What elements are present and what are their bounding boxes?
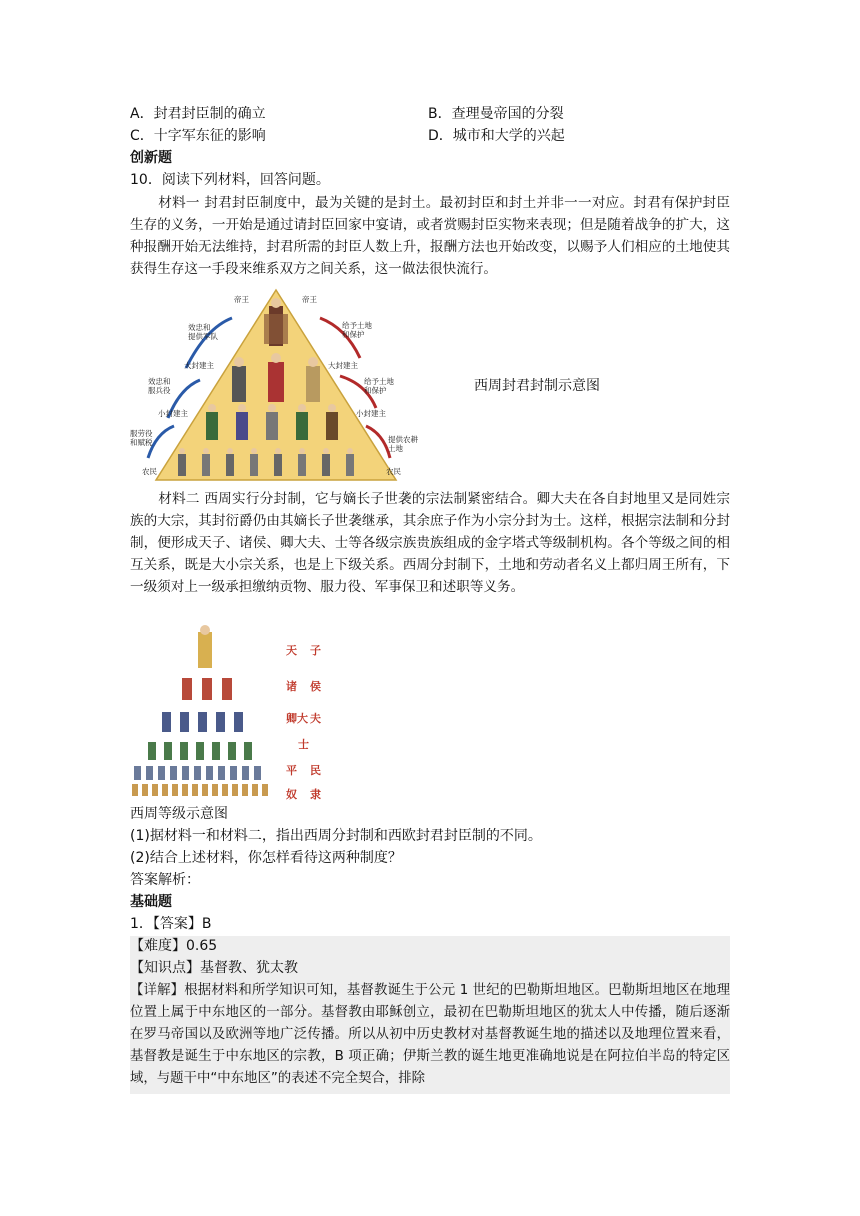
difficulty: 【难度】0.65 [130, 938, 218, 954]
label-left-loyalty-service: 效忠和服兵役 [148, 377, 171, 395]
rank-label-right-6: 隶 [310, 788, 321, 801]
section-innovation-heading: 创新题 [130, 150, 172, 166]
label-left-great-lord: 大封建主 [184, 361, 214, 370]
label-right-emperor: 帝王 [302, 295, 317, 304]
feudal-pyramid-figure [128, 288, 428, 484]
question-10-title: 10．阅读下列材料，回答问题。 [130, 172, 330, 188]
option-b: B．查理曼帝国的分裂 [428, 106, 564, 122]
rank-label-right-3: 夫 [310, 712, 321, 725]
king-figure [198, 625, 212, 668]
sub-question-2: (2)结合上述材料，你怎样看待这两种制度？ [130, 850, 402, 866]
detail-explanation: 【详解】根据材料和所学知识可知，基督教诞生于公元 1 世纪的巴勒斯坦地区。巴勒斯坦地区在地理位置上属于中东地区的一部分。基督教由耶稣创立，最初在巴勒斯坦地区的犹太人中传播，随后逐渐在罗马帝国以及欧洲等地广泛传播。所以从初中历史教材对基督教诞生地的描述以及地理位置来看，基督教是诞生于中东地区的宗教，B 项正确；伊斯兰教的诞生地更准确地说是在阿拉伯半岛的特定区域，与题干中“中东地区”的表述不完全契合，排除 [130, 983, 730, 1086]
label-right-land-protection-1: 给予土地和保护 [342, 321, 372, 339]
option-a: A．封君封臣制的确立 [130, 106, 266, 122]
scholars-figures [148, 742, 252, 760]
sub-question-1: (1)据材料一和材料二，指出西周分封制和西欧封君封臣制的不同。 [130, 828, 542, 844]
figure-1-caption: 西周封君封制示意图 [474, 378, 600, 394]
option-c: C．十字军东征的影响 [130, 128, 266, 144]
label-left-peasant: 农民 [142, 467, 157, 476]
label-right-small-lord: 小封建主 [356, 409, 386, 418]
label-right-farmland: 提供农耕土地 [388, 435, 418, 453]
label-left-loyalty-army: 效忠和提供军队 [188, 323, 218, 341]
label-right-great-lord: 大封建主 [328, 361, 358, 370]
section-basic-heading: 基础题 [130, 894, 172, 910]
label-right-peasant: 农民 [386, 467, 401, 476]
figure-2-caption: 西周等级示意图 [130, 806, 228, 822]
answer-1: 1．【答案】B [130, 916, 212, 932]
rank-label-right-5: 民 [310, 764, 321, 777]
rank-label-left-1: 天 [286, 644, 297, 657]
rank-label-left-5: 平 [286, 764, 297, 777]
slaves-figures [132, 784, 268, 796]
material-one: 材料一 封君封臣制度中，最为关键的是封土。最初封臣和封土并非一一对应。封君有保护封臣生存的义务，一开始是通过请封臣回家中宴请，或者赏赐封臣实物来表现；但是随着战争的扩大，这种报酬开始无法维持，封君所需的封臣人数上升，报酬方法也开始改变，以赐予人们相应的土地使其获得生存这一手段来维系双方之间关系，这一做法很快流行。 [130, 195, 730, 277]
rank-label-left-3: 卿大 [286, 712, 308, 725]
label-left-emperor: 帝王 [234, 295, 249, 304]
rank-label-right-4: 士 [298, 738, 309, 751]
label-right-land-protection-2: 给予土地和保护 [364, 377, 394, 395]
ministers-figures [162, 712, 243, 732]
rank-label-right-2: 侯 [310, 680, 321, 693]
rank-label-left-6: 奴 [286, 788, 297, 801]
knowledge-point: 【知识点】基督教、犹太教 [130, 960, 298, 976]
option-d: D．城市和大学的兴起 [428, 128, 565, 144]
material-two: 材料二 西周实行分封制，它与嫡长子世袭的宗法制紧密结合。卿大夫在各自封地里又是同姓宗族的大宗，其封衍爵仍由其嫡长子世袭继承，其余庶子作为小宗分封为士。这样，根据宗法制和分封制，便形成天子、诸侯、卿大夫、士等各级宗族贵族组成的金字塔式等级制机构。各个等级之间的相互关系，既是大小宗关系，也是上下级关系。西周分封制下，土地和劳动者名义上都归周王所有，下一级须对上一级承担缴纳贡物、服力役、军事保卫和述职等义务。 [130, 491, 730, 595]
label-left-labor-tax: 服劳役和赋税 [130, 429, 153, 447]
princes-figures [182, 678, 232, 700]
label-left-small-lord: 小封建主 [158, 409, 188, 418]
rank-label-left-2: 诸 [286, 680, 297, 693]
commoners-figures [134, 766, 261, 780]
rank-label-right-1: 子 [310, 644, 321, 657]
answer-heading: 答案解析： [130, 872, 200, 888]
zhou-hierarchy-figure [130, 624, 330, 802]
